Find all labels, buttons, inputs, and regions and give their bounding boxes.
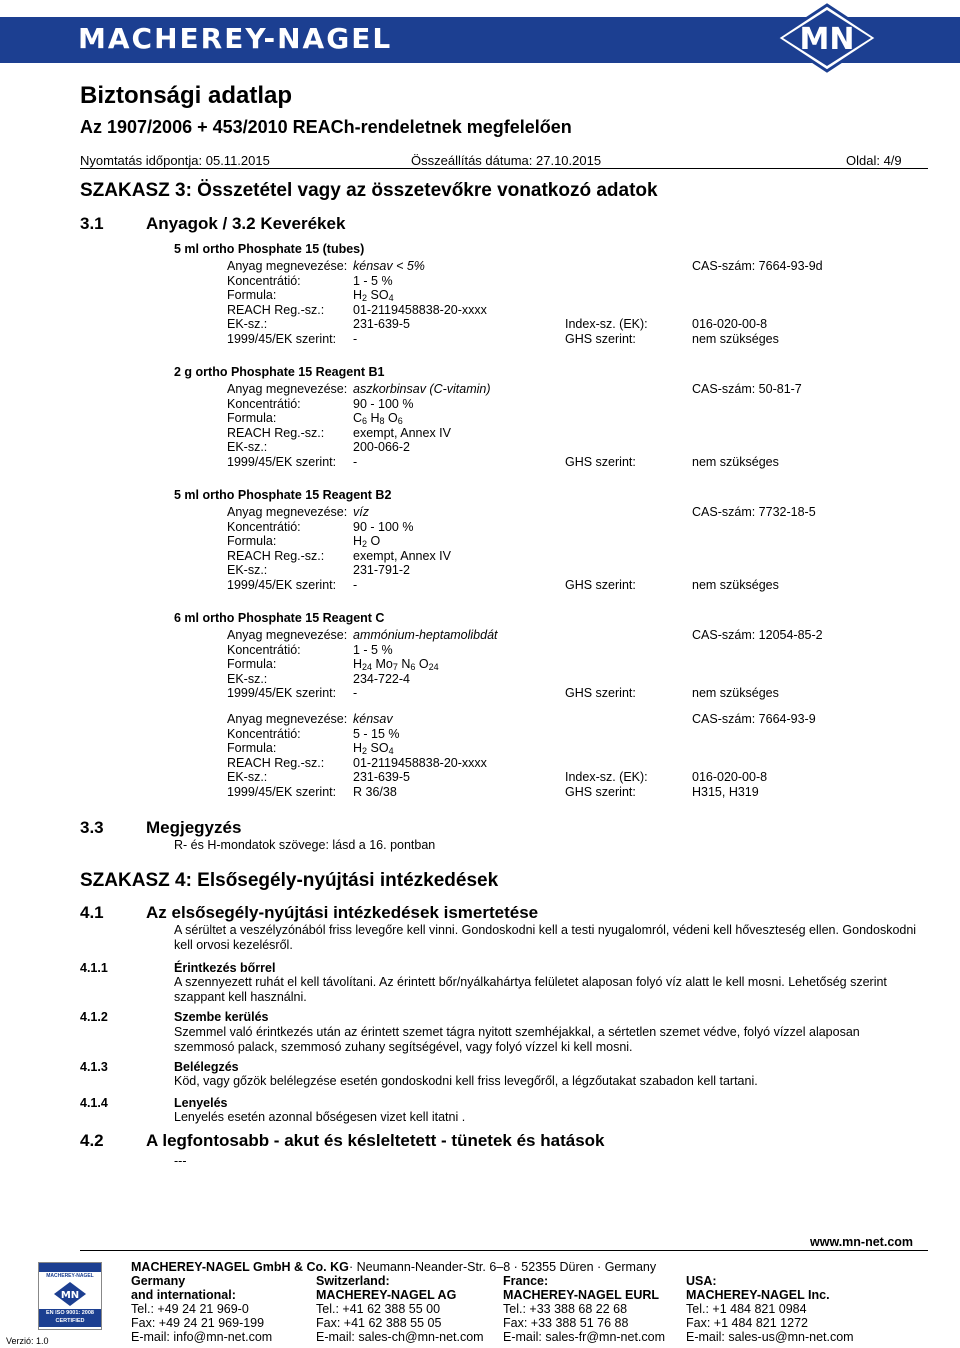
- block-heading: 5 ml ortho Phosphate 15 (tubes): [174, 242, 365, 256]
- header-divider: [80, 168, 928, 169]
- label-directive: 1999/45/EK szerint:: [227, 454, 337, 469]
- contact-company: MACHEREY-NAGEL EURL: [503, 1288, 660, 1302]
- label-name: Anyag megnevezése:: [227, 382, 348, 396]
- sub41-text: A sérültet a veszélyzónából friss levegőre kell vinni. Gondoskodni kell a testi nyugalomról, védeni kell hőveszteség ellen. Gondoskodni kell orvosi kezelésről.: [174, 923, 917, 952]
- item-title: Érintkezés bőrrel: [174, 961, 276, 975]
- label-reach: REACH Reg.-sz.:: [227, 755, 325, 770]
- document-title: Biztonsági adatlap: [80, 82, 293, 109]
- contact-email[interactable]: E-mail: sales-us@mn-net.com: [686, 1330, 854, 1344]
- ghs-value: nem szükséges: [692, 577, 779, 592]
- concentration-value: 1 - 5 %: [353, 642, 393, 657]
- reach-number: exempt, Annex IV: [353, 425, 451, 440]
- sub31-title: Anyagok / 3.2 Keverékek: [146, 214, 346, 233]
- sub42-text: ---: [174, 1154, 187, 1168]
- block-heading: 5 ml ortho Phosphate 15 Reagent B2: [174, 488, 392, 502]
- footer-divider: [80, 1250, 928, 1251]
- company-address: · Neumann-Neander-Str. 6–8 · 52355 Düren · Germany: [349, 1260, 657, 1274]
- substance-name: ammónium-heptamolibdát: [353, 628, 498, 642]
- label-ec: EK-sz.:: [227, 563, 268, 577]
- contact-email[interactable]: E-mail: sales-ch@mn-net.com: [316, 1330, 484, 1344]
- contact-company: and international:: [131, 1288, 236, 1302]
- ghs-value: H315, H319: [692, 784, 759, 799]
- ec-number: 234-722-4: [353, 671, 410, 686]
- label-concentration: Koncentrátió:: [227, 642, 301, 657]
- contact-phone: Tel.: +33 388 68 22 68: [503, 1302, 628, 1316]
- contact-fax: Fax: +33 388 51 76 88: [503, 1316, 629, 1330]
- label-reach: REACH Reg.-sz.:: [227, 425, 325, 440]
- index-number: 016-020-00-8: [692, 317, 768, 331]
- concentration-value: 1 - 5 %: [353, 273, 393, 288]
- ghs-value: nem szükséges: [692, 686, 779, 700]
- formula-value: $H_2$ $SO_4$: [353, 288, 394, 303]
- ec-number: 231-639-5: [353, 770, 410, 784]
- compile-date: Összeállítás dátuma: 27.10.2015: [411, 153, 602, 168]
- item-number: 4.1.3: [80, 1060, 108, 1074]
- document-subtitle: Az 1907/2006 + 453/2010 REACh-rendeletnek megfelelően: [80, 117, 572, 137]
- cas-number: CAS-szám: 50-81-7: [692, 382, 802, 396]
- version-label: Verzió: 1.0: [6, 1336, 49, 1346]
- contact-email[interactable]: E-mail: sales-fr@mn-net.com: [503, 1330, 666, 1344]
- ec-number: 231-791-2: [353, 563, 410, 577]
- item-text: Szemmel való érintkezés után az érintett szemet tágra nyitott szemhéjakkal, a sértetlen szemet védve, folyó vízzel alaposan szemmosó palack, szemmosó zuhany segítségével, vagy folyó vízzel ki kell mosni.: [174, 1025, 860, 1054]
- label-formula: Formula:: [227, 534, 277, 548]
- concentration-value: 5 - 15 %: [353, 726, 400, 741]
- item-number: 4.1.4: [80, 1096, 108, 1110]
- label-formula: Formula:: [227, 741, 277, 755]
- company-name: MACHEREY-NAGEL GmbH & Co. KG: [131, 1260, 349, 1274]
- substance-name: aszkorbinsav (C-vitamin): [353, 382, 491, 396]
- cert-brand: MACHEREY-NAGEL: [46, 1273, 94, 1279]
- svg-text:MN: MN: [60, 1290, 80, 1301]
- cert-label: CERTIFIED: [55, 1318, 85, 1324]
- formula-value: $C_6$ $H_8$ $O_6$: [353, 411, 403, 426]
- contact-fax: Fax: +1 484 821 1272: [686, 1316, 808, 1330]
- contact-phone: Tel.: +41 62 388 55 00: [316, 1302, 441, 1316]
- label-ghs: GHS szerint:: [565, 331, 636, 346]
- label-ghs: GHS szerint:: [565, 784, 636, 799]
- contact-region: France:: [503, 1274, 549, 1288]
- item-text: Lenyelés esetén azonnal bőségesen vizet kell itatni .: [174, 1110, 466, 1124]
- print-date: Nyomtatás időpontja: 05.11.2015: [80, 153, 270, 168]
- contact-fax: Fax: +49 24 21 969-199: [131, 1316, 265, 1330]
- concentration-value: 90 - 100 %: [353, 396, 414, 411]
- mn-logo-icon: [774, 2, 880, 74]
- label-concentration: Koncentrátió:: [227, 273, 301, 288]
- item-title: Lenyelés: [174, 1096, 228, 1110]
- label-directive: 1999/45/EK szerint:: [227, 331, 337, 346]
- formula-value: $H_2$ O: [353, 534, 381, 549]
- sub41-title: Az elsősegély-nyújtási intézkedések ismertetése: [146, 903, 539, 922]
- sub31-number: 3.1: [80, 214, 104, 233]
- item-number: 4.1.1: [80, 961, 108, 975]
- cas-number: CAS-szám: 7732-18-5: [692, 505, 816, 519]
- label-name: Anyag megnevezése:: [227, 712, 348, 726]
- label-index: Index-sz. (EK):: [565, 317, 648, 331]
- contact-phone: Tel.: +1 484 821 0984: [686, 1302, 807, 1316]
- substance-name: kénsav: [353, 712, 393, 726]
- section3-title: SZAKASZ 3: Összetétel vagy az összetevőkre vonatkozó adatok: [80, 180, 658, 201]
- label-reach: REACH Reg.-sz.:: [227, 548, 325, 563]
- ghs-value: nem szükséges: [692, 454, 779, 469]
- label-ec: EK-sz.:: [227, 317, 268, 331]
- item-title: Belélegzés: [174, 1060, 239, 1074]
- directive-value: R 36/38: [353, 784, 397, 799]
- contact-region: Switzerland:: [316, 1274, 390, 1288]
- contact-region: Germany: [131, 1274, 186, 1288]
- label-directive: 1999/45/EK szerint:: [227, 577, 337, 592]
- directive-value: -: [353, 686, 358, 700]
- page-number: Oldal: 4/9: [846, 153, 902, 168]
- label-ghs: GHS szerint:: [565, 454, 636, 469]
- substance-name: kénsav < 5%: [353, 259, 425, 273]
- directive-value: -: [353, 577, 358, 592]
- contact-company: MACHEREY-NAGEL AG: [316, 1288, 457, 1302]
- label-formula: Formula:: [227, 657, 277, 671]
- item-text: Köd, vagy gőzök belélegzése esetén gondoskodni kell friss levegőről, a légzőutakat szabadon kell tartani.: [174, 1074, 758, 1088]
- cas-number: CAS-szám: 7664-93-9d: [692, 259, 823, 273]
- substance-name: víz: [353, 505, 369, 519]
- label-concentration: Koncentrátió:: [227, 396, 301, 411]
- ec-number: 200-066-2: [353, 440, 410, 454]
- ec-number: 231-639-5: [353, 317, 410, 331]
- sub33-number: 3.3: [80, 818, 104, 837]
- contact-company: MACHEREY-NAGEL Inc.: [686, 1288, 830, 1302]
- index-number: 016-020-00-8: [692, 770, 768, 784]
- formula-value: $H_2$ $SO_4$: [353, 741, 394, 756]
- concentration-value: 90 - 100 %: [353, 519, 414, 534]
- certification-badge: [38, 1262, 102, 1330]
- contact-phone: Tel.: +49 24 21 969-0: [131, 1302, 249, 1316]
- label-formula: Formula:: [227, 288, 277, 302]
- label-concentration: Koncentrátió:: [227, 519, 301, 534]
- directive-value: -: [353, 454, 358, 469]
- label-ec: EK-sz.:: [227, 770, 268, 784]
- cert-standard: EN ISO 9001: 2008: [45, 1310, 94, 1316]
- label-name: Anyag megnevezése:: [227, 505, 348, 519]
- sub41-number: 4.1: [80, 903, 104, 922]
- ghs-value: nem szükséges: [692, 331, 779, 346]
- label-name: Anyag megnevezése:: [227, 628, 348, 642]
- label-directive: 1999/45/EK szerint:: [227, 686, 337, 700]
- contact-region: USA:: [686, 1274, 717, 1288]
- item-title: Szembe kerülés: [174, 1010, 269, 1024]
- label-ec: EK-sz.:: [227, 440, 268, 454]
- label-ec: EK-sz.:: [227, 671, 268, 686]
- cas-number: CAS-szám: 12054-85-2: [692, 628, 823, 642]
- section4-title: SZAKASZ 4: Elsősegély-nyújtási intézkedések: [80, 870, 499, 891]
- block-heading: 2 g ortho Phosphate 15 Reagent B1: [174, 365, 385, 379]
- mn-badge-icon: [53, 1281, 87, 1307]
- directive-value: -: [353, 331, 358, 346]
- label-ghs: GHS szerint:: [565, 577, 636, 592]
- item-number: 4.1.2: [80, 1010, 108, 1024]
- formula-value: $H_{24}$ $Mo_7$ $N_6$ $O_{24}$: [353, 657, 439, 672]
- reach-number: 01-2119458838-20-xxxx: [353, 302, 487, 317]
- sub42-number: 4.2: [80, 1131, 104, 1150]
- contact-fax: Fax: +41 62 388 55 05: [316, 1316, 442, 1330]
- label-concentration: Koncentrátió:: [227, 726, 301, 741]
- label-formula: Formula:: [227, 411, 277, 425]
- sub33-title: Megjegyzés: [146, 818, 242, 837]
- label-name: Anyag megnevezése:: [227, 259, 348, 273]
- reach-number: exempt, Annex IV: [353, 548, 451, 563]
- label-directive: 1999/45/EK szerint:: [227, 784, 337, 799]
- page-header: [0, 0, 960, 74]
- contact-email[interactable]: E-mail: info@mn-net.com: [131, 1330, 273, 1344]
- website-link[interactable]: www.mn-net.com: [810, 1235, 914, 1249]
- item-text: A szennyezett ruhát el kell távolítani. Az érintett bőr/nyálkahártya felületet alaposan folyó víz alatt le kell mosni. Lehetőség szerint szappant kell használni.: [174, 975, 887, 1004]
- label-ghs: GHS szerint:: [565, 686, 636, 700]
- svg-text:MN: MN: [799, 22, 855, 57]
- sub42-title: A legfontosabb - akut és késleltetett - tünetek és hatások: [146, 1131, 605, 1150]
- cas-number: CAS-szám: 7664-93-9: [692, 712, 816, 726]
- reach-number: 01-2119458838-20-xxxx: [353, 755, 487, 770]
- block-heading: 6 ml ortho Phosphate 15 Reagent C: [174, 611, 385, 625]
- brand-name: MACHEREY-NAGEL: [78, 22, 393, 55]
- label-index: Index-sz. (EK):: [565, 770, 648, 784]
- sub33-text: R- és H-mondatok szövege: lásd a 16. pontban: [174, 838, 436, 852]
- label-reach: REACH Reg.-sz.:: [227, 302, 325, 317]
